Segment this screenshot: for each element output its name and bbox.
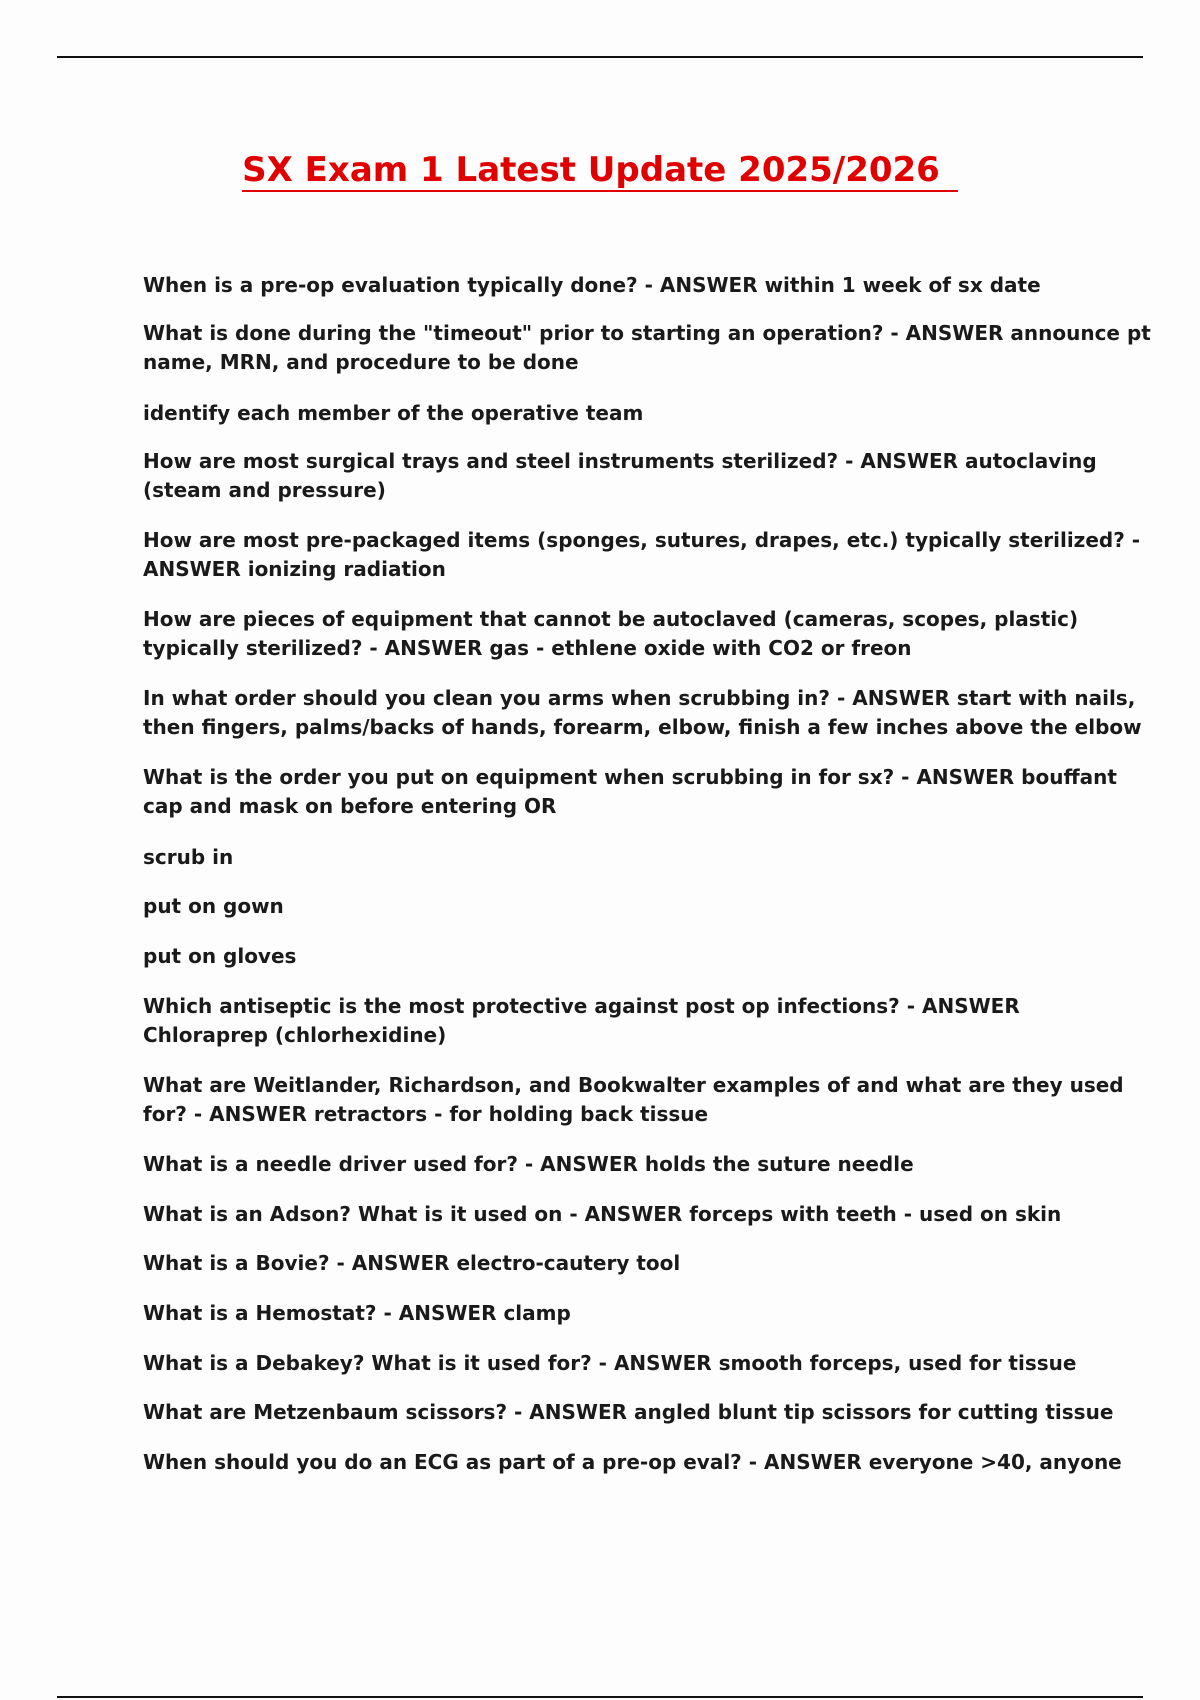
qa-paragraph <box>143 1398 1114 1427</box>
qa-line: What is a needle driver used for? - ANSWER holds the suture needle <box>143 1152 914 1176</box>
qa-paragraph <box>143 447 1103 505</box>
qa-line: What is done during the "timeout" prior to starting an operation? - ANSWER announce pt <box>143 321 1151 345</box>
qa-paragraph <box>143 942 1103 971</box>
qa-paragraph <box>143 399 1103 428</box>
top-rule <box>57 56 1143 58</box>
qa-paragraph <box>143 1071 1124 1129</box>
qa-paragraph <box>143 1200 1103 1229</box>
qa-line: put on gloves <box>143 944 297 968</box>
qa-line: then fingers, palms/backs of hands, forearm, elbow, finish a few inches above the elbow <box>143 715 1142 739</box>
qa-line: scrub in <box>143 845 234 869</box>
qa-paragraph <box>143 992 1103 1050</box>
qa-line: In what order should you clean you arms when scrubbing in? - ANSWER start with nails, <box>143 686 1136 710</box>
qa-paragraph <box>143 271 1103 300</box>
qa-line: What is the order you put on equipment when scrubbing in for sx? - ANSWER bouffant <box>143 765 1117 789</box>
qa-line: ANSWER ionizing radiation <box>143 557 446 581</box>
qa-paragraph <box>143 1249 1103 1278</box>
qa-paragraph <box>143 319 1151 377</box>
qa-line: What is an Adson? What is it used on - ANSWER forceps with teeth - used on skin <box>143 1202 1062 1226</box>
qa-line: name, MRN, and procedure to be done <box>143 350 579 374</box>
qa-paragraph <box>143 1448 1122 1477</box>
qa-line: What is a Hemostat? - ANSWER clamp <box>143 1301 571 1325</box>
qa-line: put on gown <box>143 894 284 918</box>
qa-paragraph <box>143 892 1103 921</box>
qa-paragraph <box>143 1299 1103 1328</box>
qa-line: What are Weitlander, Richardson, and Bookwalter examples of and what are they used <box>143 1073 1124 1097</box>
qa-line: (steam and pressure) <box>143 478 386 502</box>
qa-line: Chloraprep (chlorhexidine) <box>143 1023 447 1047</box>
qa-line: How are pieces of equipment that cannot be autoclaved (cameras, scopes, plastic) <box>143 607 1079 631</box>
qa-line: cap and mask on before entering OR <box>143 794 557 818</box>
bottom-rule <box>57 1696 1143 1698</box>
qa-line: typically sterilized? - ANSWER gas - ethlene oxide with CO2 or freon <box>143 636 912 660</box>
qa-line: How are most pre-packaged items (sponges, sutures, drapes, etc.) typically sterilized? - <box>143 528 1141 552</box>
qa-line: identify each member of the operative team <box>143 401 644 425</box>
qa-line: When is a pre-op evaluation typically done? - ANSWER within 1 week of sx date <box>143 273 1041 297</box>
document-title-text: SX Exam 1 Latest Update 2025/2026 <box>242 150 958 192</box>
qa-paragraph <box>143 1150 1103 1179</box>
qa-paragraph <box>143 843 1103 872</box>
qa-line: When should you do an ECG as part of a pre-op eval? - ANSWER everyone >40, anyone <box>143 1450 1122 1474</box>
qa-line: How are most surgical trays and steel instruments sterilized? - ANSWER autoclaving <box>143 449 1097 473</box>
document-title <box>0 146 1200 194</box>
qa-line: What is a Bovie? - ANSWER electro-cautery tool <box>143 1251 681 1275</box>
qa-line: What are Metzenbaum scissors? - ANSWER angled blunt tip scissors for cutting tissue <box>143 1400 1114 1424</box>
qa-paragraph <box>143 684 1142 742</box>
qa-paragraph <box>143 1349 1103 1378</box>
qa-paragraph <box>143 763 1117 821</box>
qa-paragraph <box>143 526 1141 584</box>
qa-paragraph <box>143 605 1103 663</box>
qa-line: What is a Debakey? What is it used for? - ANSWER smooth forceps, used for tissue <box>143 1351 1077 1375</box>
qa-line: Which antiseptic is the most protective against post op infections? - ANSWER <box>143 994 1020 1018</box>
qa-line: for? - ANSWER retractors - for holding back tissue <box>143 1102 709 1126</box>
